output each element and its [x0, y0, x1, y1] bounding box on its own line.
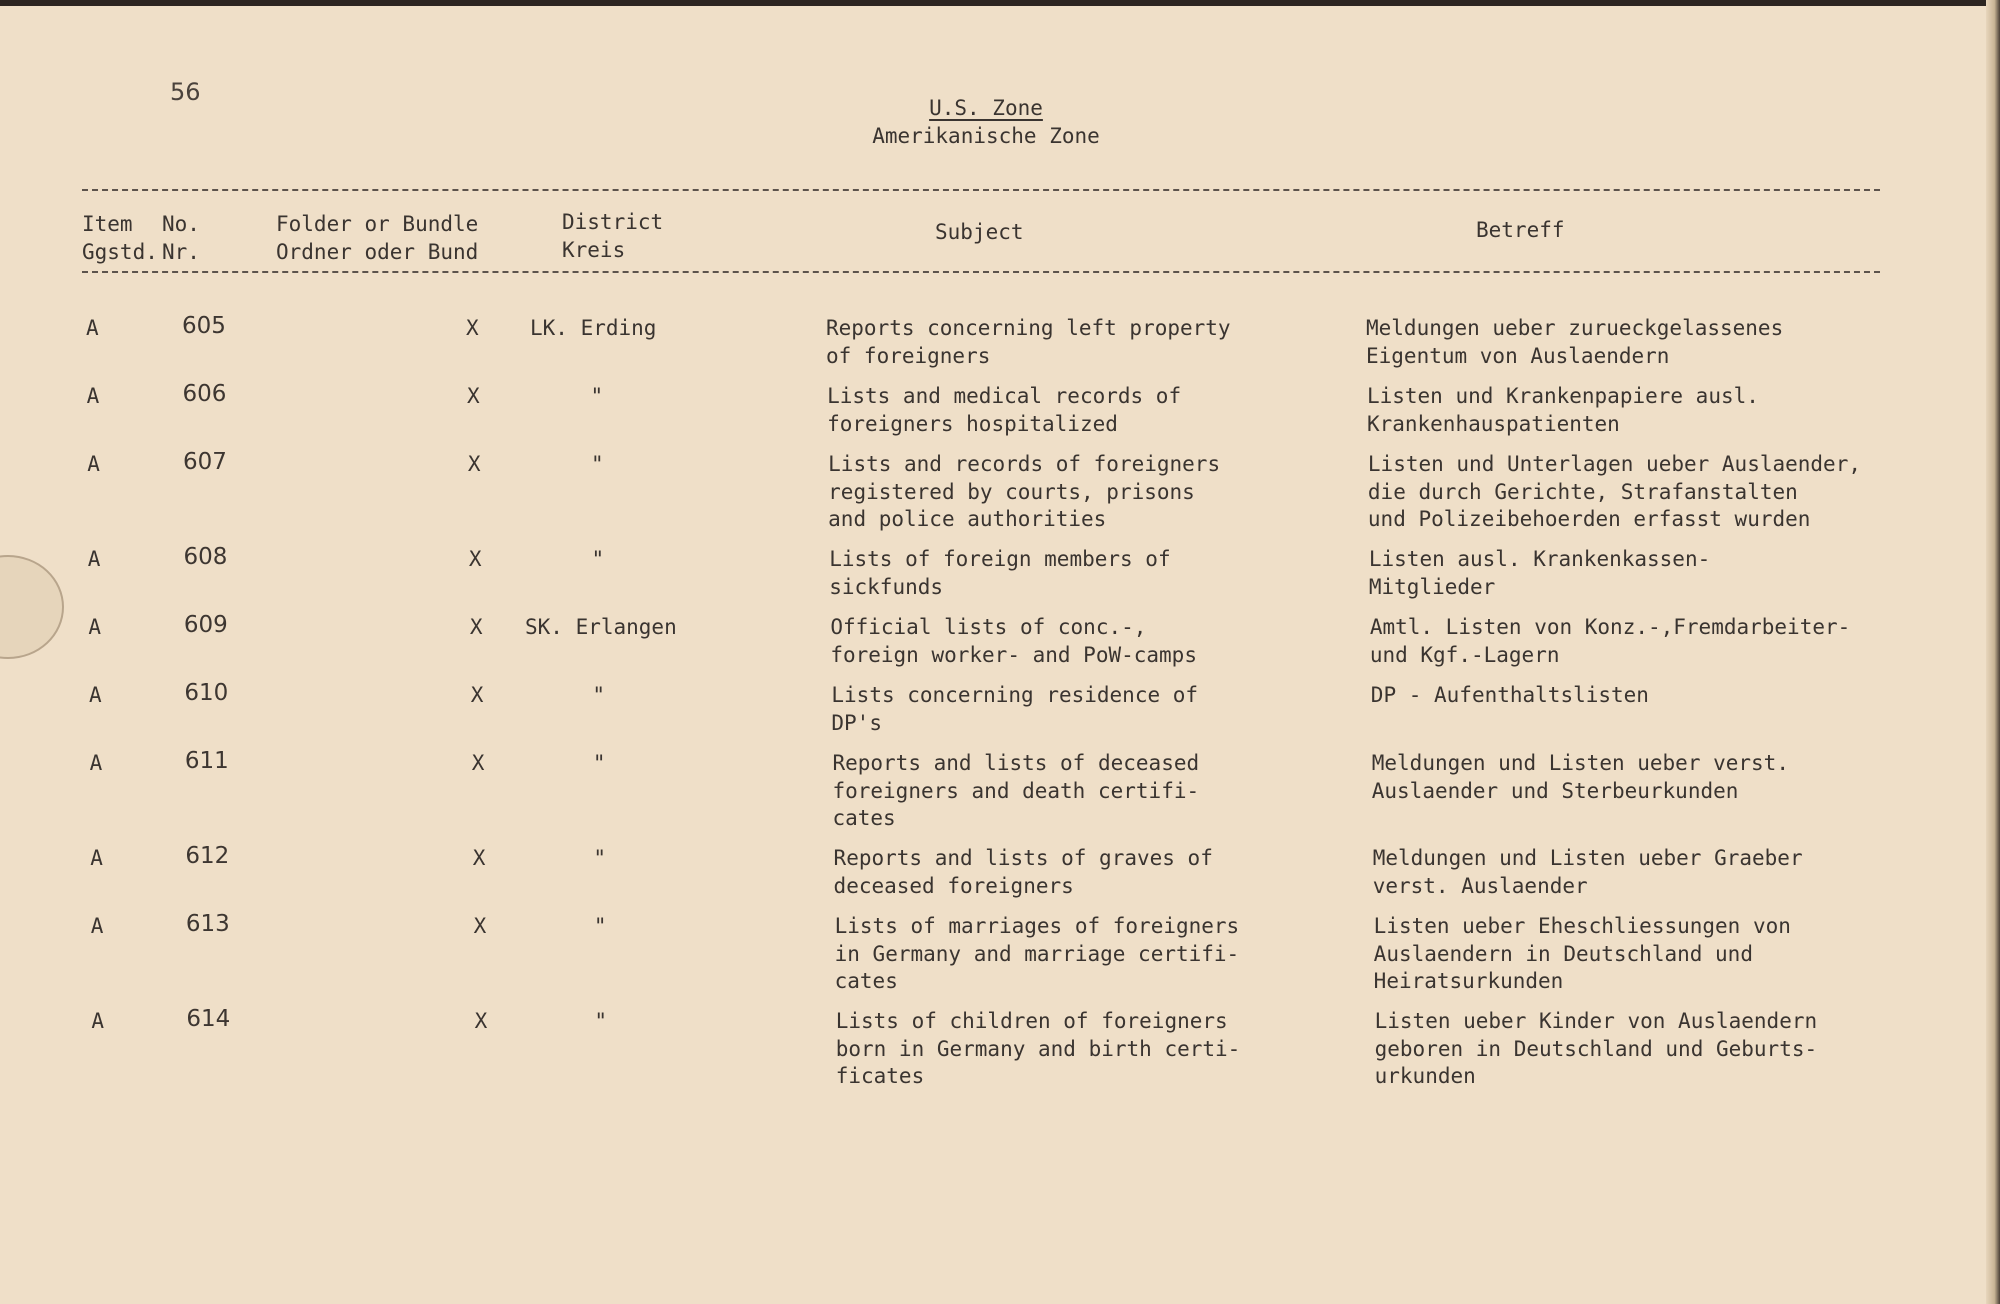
subject-line: sickfunds: [829, 574, 944, 599]
subject-line: Reports and lists of deceased: [832, 751, 1200, 775]
item-number: 609: [183, 612, 228, 638]
district-cell: SK. Erlangen: [525, 615, 677, 639]
item-letter: A: [87, 547, 101, 571]
betreff-line: und Polizeibehoerden erfasst wurden: [1367, 507, 1811, 531]
item-number: 605: [182, 313, 226, 339]
page-title: U.S. Zone: [929, 96, 1043, 120]
subject-line: Reports concerning left property: [826, 316, 1231, 340]
betreff-line: Listen ausl. Krankenkassen-: [1368, 547, 1711, 571]
folder-marker: X: [472, 846, 486, 870]
item-letter: A: [89, 683, 102, 707]
page-number: 56: [170, 78, 201, 106]
subject-cell: [834, 845, 1213, 900]
subject-cell: [835, 913, 1240, 996]
district-cell: ": [591, 547, 605, 571]
folder-marker: X: [470, 683, 484, 707]
betreff-line: Listen und Krankenpapiere ausl.: [1366, 384, 1759, 408]
item-number: 611: [184, 748, 229, 774]
betreff-line: verst. Auslaender: [1372, 873, 1588, 898]
betreff-line: Listen und Unterlagen ueber Auslaender,: [1367, 452, 1861, 476]
betreff-line: Auslaendern in Deutschland und: [1373, 941, 1753, 966]
subject-cell: [830, 614, 1197, 669]
betreff-line: Mitglieder: [1368, 574, 1496, 599]
header-subject: Subject: [935, 220, 1024, 244]
subject-line: and police authorities: [828, 507, 1107, 531]
subject-cell: [836, 1008, 1241, 1091]
betreff-cell: [1374, 913, 1791, 996]
subject-cell: [826, 315, 1231, 370]
subject-line: DP's: [831, 710, 882, 735]
item-number: 610: [184, 680, 229, 706]
betreff-line: die durch Gerichte, Strafanstalten: [1367, 479, 1798, 504]
item-letter: A: [86, 384, 100, 408]
item-number: 608: [183, 544, 228, 570]
folder-marker: X: [473, 914, 487, 938]
header-no: No. Nr.: [162, 212, 200, 264]
betreff-line: Amtl. Listen von Konz.-,Fremdarbeiter-: [1369, 615, 1851, 639]
subject-line: ficates: [835, 1064, 925, 1088]
subject-cell: [832, 750, 1199, 833]
betreff-line: Listen ueber Eheschliessungen von: [1373, 914, 1791, 938]
subject-line: deceased foreigners: [833, 873, 1074, 898]
subject-cell: [831, 682, 1198, 737]
item-number: 606: [182, 381, 227, 407]
district-cell: LK. Erding: [530, 316, 657, 340]
binder-tab-notch: [0, 555, 64, 659]
page-edge: [1986, 0, 2000, 1304]
title-block: [786, 94, 1186, 150]
subject-cell: [829, 546, 1170, 601]
betreff-line: Auslaender und Sterbeurkunden: [1371, 778, 1739, 803]
district-cell: ": [590, 452, 604, 476]
item-number: 613: [185, 911, 230, 937]
subject-line: foreigners hospitalized: [827, 411, 1118, 436]
item-letter: A: [90, 914, 104, 938]
betreff-line: Meldungen und Listen ueber Graeber: [1372, 846, 1803, 870]
betreff-line: Meldungen und Listen ueber verst.: [1371, 751, 1789, 775]
item-letter: A: [86, 316, 99, 340]
subject-line: Reports and lists of graves of: [833, 846, 1213, 870]
district-cell: ": [593, 846, 607, 870]
subject-line: Lists and medical records of: [827, 384, 1182, 408]
header-item: Item Ggstd.: [82, 212, 158, 264]
betreff-cell: [1375, 1008, 1818, 1091]
folder-marker: X: [474, 1009, 488, 1033]
header-district: District Kreis: [562, 210, 664, 262]
header-top-rule: [82, 189, 1880, 191]
betreff-line: Listen ueber Kinder von Auslaendern: [1374, 1009, 1818, 1033]
betreff-line: Eigentum von Auslaendern: [1366, 343, 1670, 368]
folder-marker: X: [466, 384, 480, 408]
subject-line: Lists of children of foreigners: [835, 1009, 1228, 1033]
item-letter: A: [90, 846, 103, 870]
subject-line: cates: [832, 806, 896, 830]
betreff-cell: [1366, 315, 1783, 370]
subject-line: in Germany and marriage certifi-: [834, 941, 1240, 966]
betreff-line: geboren in Deutschland und Geburts-: [1374, 1036, 1818, 1061]
betreff-line: DP - Aufenthaltslisten: [1370, 683, 1649, 707]
betreff-cell: [1370, 614, 1850, 669]
item-number: 614: [186, 1006, 231, 1032]
betreff-cell: [1368, 451, 1861, 534]
subject-line: foreign worker- and PoW-camps: [830, 642, 1197, 667]
betreff-cell: [1371, 682, 1649, 710]
district-cell: ": [594, 1009, 607, 1033]
header-bottom-rule: [82, 271, 1880, 273]
district-cell: ": [590, 384, 604, 408]
header-betreff: Betreff: [1476, 218, 1565, 242]
subject-line: Lists of marriages of foreigners: [834, 914, 1240, 938]
item-letter: A: [91, 1009, 105, 1033]
subject-line: Official lists of conc.-,: [830, 615, 1147, 639]
betreff-line: Meldungen ueber zurueckgelassenes: [1366, 316, 1784, 340]
betreff-cell: [1367, 383, 1759, 438]
betreff-cell: [1369, 546, 1710, 601]
subject-line: registered by courts, prisons: [828, 479, 1195, 504]
subject-cell: [828, 451, 1220, 534]
subject-line: Lists concerning residence of: [831, 683, 1199, 707]
item-number: 612: [185, 843, 230, 869]
betreff-line: Krankenhauspatienten: [1366, 411, 1620, 436]
subject-line: foreigners and death certifi-: [832, 778, 1200, 803]
betreff-line: und Kgf.-Lagern: [1369, 642, 1560, 667]
subject-cell: [827, 383, 1181, 438]
folder-marker: X: [468, 547, 482, 571]
item-letter: A: [88, 615, 102, 639]
betreff-line: Heiratsurkunden: [1373, 969, 1564, 993]
betreff-cell: [1372, 750, 1789, 805]
district-cell: ": [593, 914, 607, 938]
district-cell: ": [592, 751, 606, 775]
district-cell: ": [592, 683, 606, 707]
item-number: 607: [182, 449, 227, 475]
folder-marker: X: [471, 751, 485, 775]
subject-line: cates: [834, 969, 898, 993]
header-folder: Folder or Bundle Ordner oder Bund: [276, 212, 479, 264]
item-letter: A: [89, 751, 103, 775]
folder-marker: X: [466, 316, 479, 340]
item-letter: A: [87, 452, 100, 476]
page-subtitle: Amerikanische Zone: [872, 124, 1100, 148]
folder-marker: X: [467, 452, 481, 476]
folder-marker: X: [469, 615, 483, 639]
subject-line: Lists and records of foreigners: [828, 452, 1221, 476]
subject-line: born in Germany and birth certi-: [835, 1036, 1241, 1061]
betreff-cell: [1373, 845, 1803, 900]
subject-line: of foreigners: [826, 343, 991, 368]
subject-line: Lists of foreign members of: [829, 547, 1171, 571]
betreff-line: urkunden: [1374, 1064, 1476, 1088]
